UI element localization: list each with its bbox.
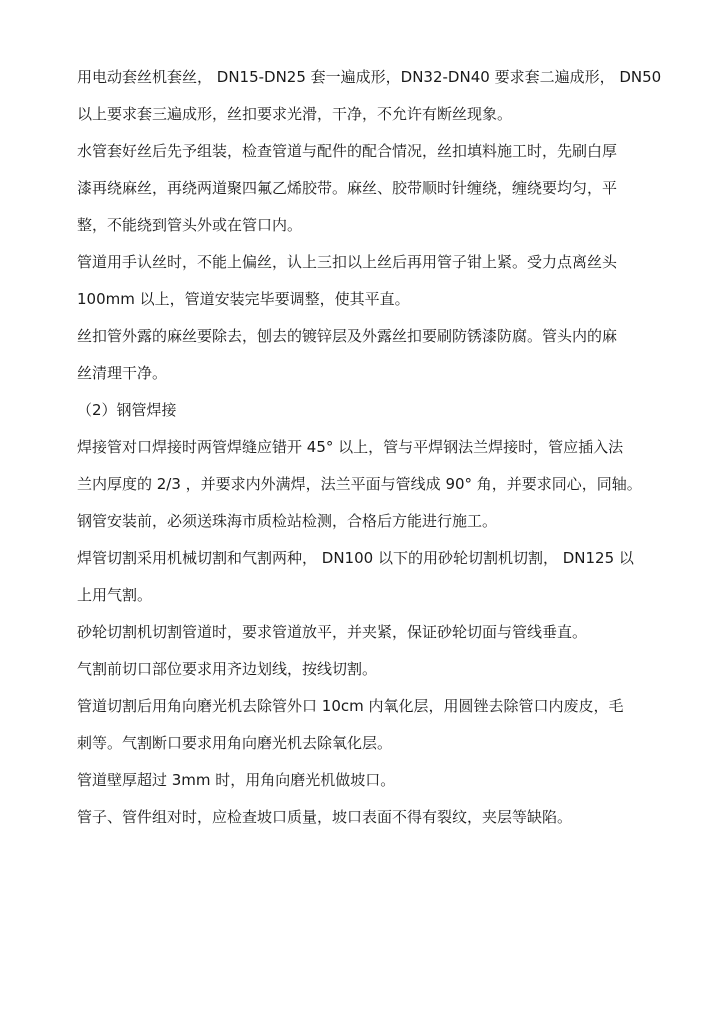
- document-body: [77, 66, 697, 843]
- text-line: 刺等。气割断口要求用角向磨光机去除氧化层。: [77, 734, 393, 752]
- text-line: 焊接管对口焊接时两管焊缝应错开 45° 以上，管与平焊钢法兰焊接时，管应插入法: [77, 438, 624, 456]
- text-line: 丝清理干净。: [77, 364, 168, 382]
- text-line: 兰内厚度的 2/3 ，并要求内外满焊，法兰平面与管线成 90° 角，并要求同心，同轴。: [77, 475, 642, 493]
- section-heading: （2）钢管焊接: [77, 401, 177, 419]
- text-line: 100mm 以上，管道安装完毕要调整，使其平直。: [77, 290, 410, 308]
- text-line: 漆再绕麻丝，再绕两道聚四氟乙烯胶带。麻丝、胶带顺时针缠绕，缠绕要均匀，平: [77, 179, 618, 197]
- text-line: 丝扣管外露的麻丝要除去，刨去的镀锌层及外露丝扣要刷防锈漆防腐。管头内的麻: [77, 327, 618, 345]
- text-line: 气割前切口部位要求用齐边划线，按线切割。: [77, 660, 378, 678]
- text-line: 上用气割。: [77, 586, 153, 604]
- text-line: 钢管安装前，必须送珠海市质检站检测，合格后方能进行施工。: [77, 512, 498, 530]
- text-line: 管道用手认丝时，不能上偏丝，认上三扣以上丝后再用管子钳上紧。受力点离丝头: [77, 253, 618, 271]
- text-line: 管子、管件组对时，应检查坡口质量，坡口表面不得有裂纹，夹层等缺陷。: [77, 808, 573, 826]
- text-line: 焊管切割采用机械切割和气割两种， DN100 以下的用砂轮切割机切割， DN125 以: [77, 549, 634, 567]
- text-line: 整，不能绕到管头外或在管口内。: [77, 216, 303, 234]
- text-line: 用电动套丝机套丝， DN15-DN25 套一遍成形，DN32-DN40 要求套二遍成形， DN50: [77, 68, 662, 86]
- text-line: 砂轮切割机切割管道时，要求管道放平，并夹紧，保证砂轮切面与管线垂直。: [77, 623, 588, 641]
- text-line: 管道切割后用角向磨光机去除管外口 10cm 内氧化层，用圆锉去除管口内废皮，毛: [77, 697, 624, 715]
- text-line: 以上要求套三遍成形，丝扣要求光滑，干净，不允许有断丝现象。: [77, 105, 513, 123]
- text-line: 管道壁厚超过 3mm 时，用角向磨光机做坡口。: [77, 771, 396, 789]
- text-line: 水管套好丝后先予组装，检查管道与配件的配合情况，丝扣填料施工时，先刷白厚: [77, 142, 618, 160]
